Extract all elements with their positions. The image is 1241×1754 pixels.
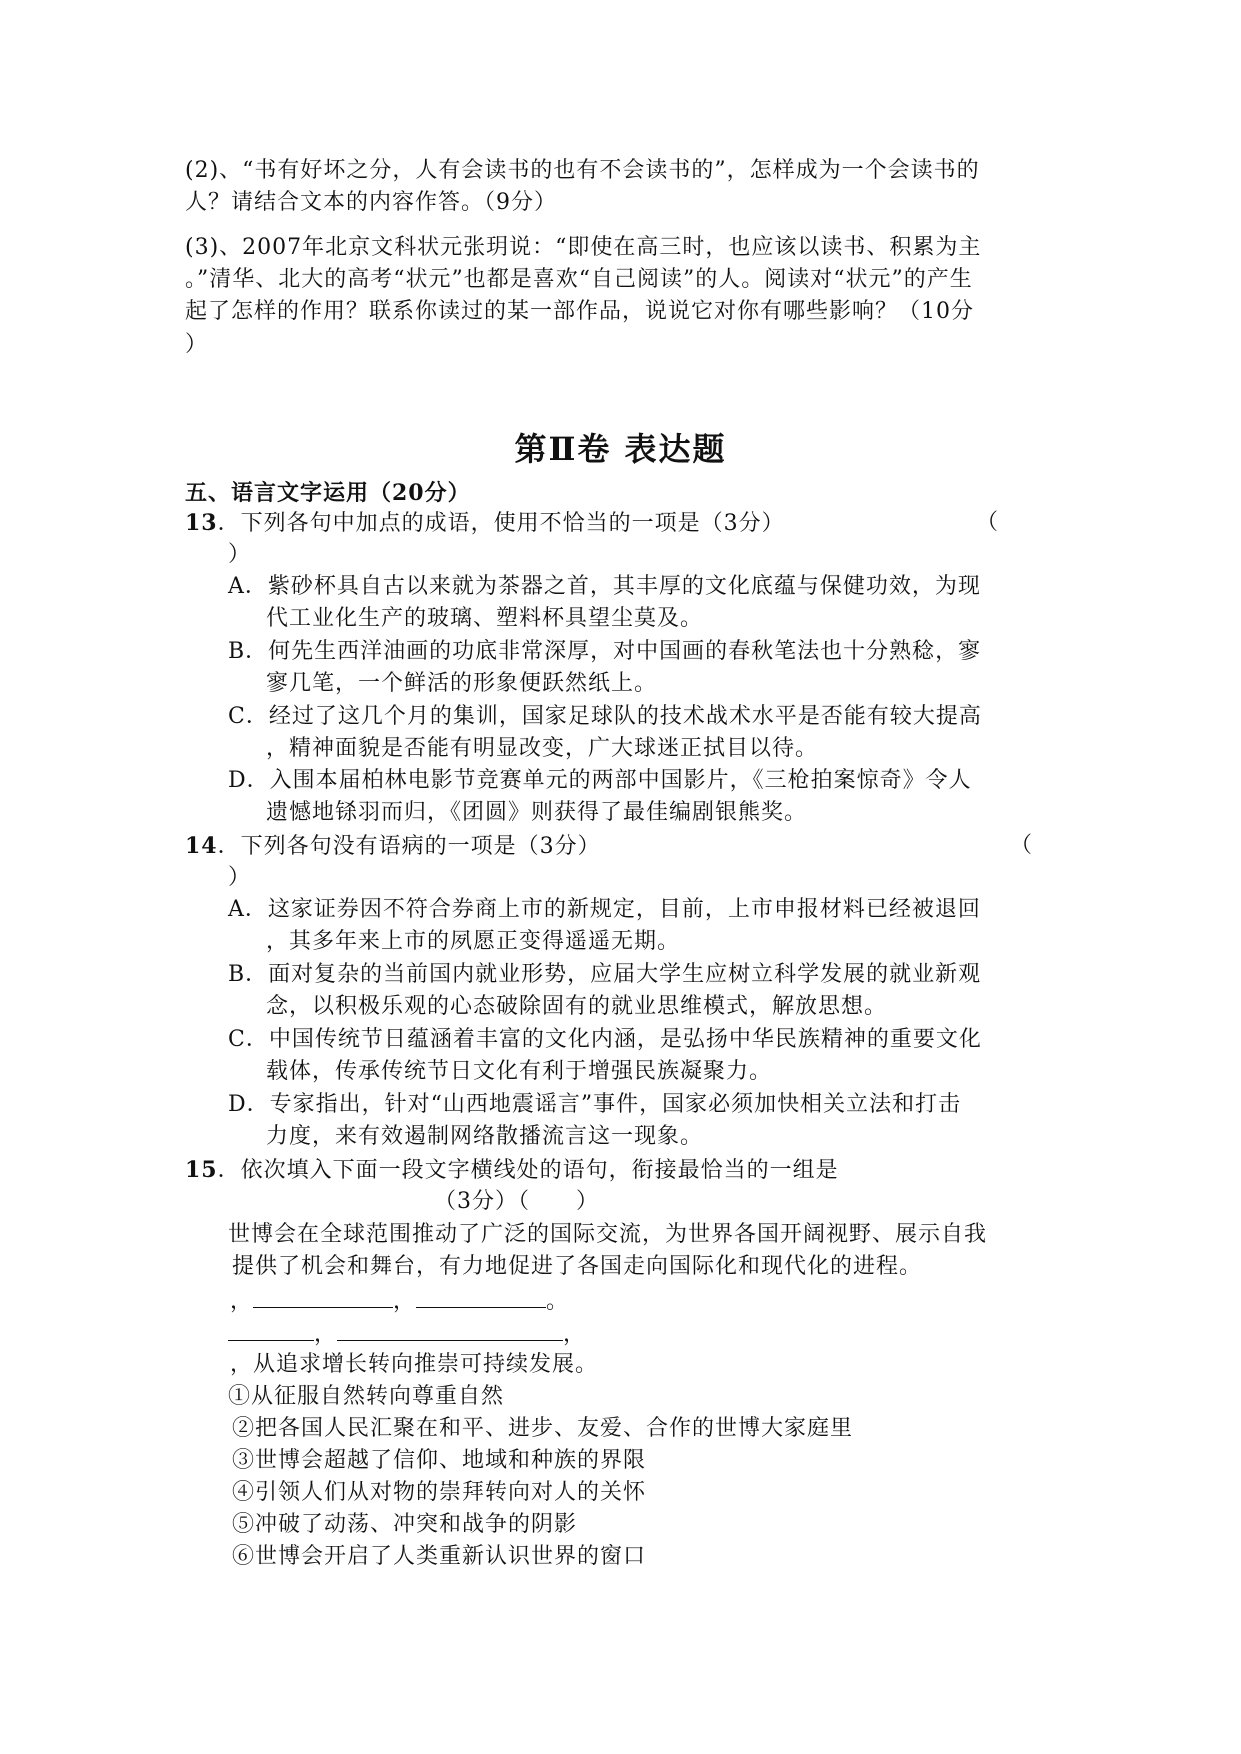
part-title: 第Ⅱ卷 表达题 <box>514 430 727 468</box>
q14-option-d-line-2: 力度，来有效遏制网络散播流言这一现象。 <box>266 1124 704 1149</box>
q15-option-3: ③世博会超越了信仰、地域和种族的界限 <box>232 1448 647 1473</box>
q14-option-c-line-2: 载体，传承传统节日文化有利于增强民族凝聚力。 <box>266 1059 773 1084</box>
q2-line-2: 人？请结合文本的内容作答。（9分） <box>185 190 557 215</box>
q15-stem <box>185 1155 839 1186</box>
q15-passage-line-1: 世博会在全球范围推动了广泛的国际交流，为世界各国开阔视野、展示自我 <box>228 1222 988 1247</box>
q14-option-b-line-1: B．面对复杂的当前国内就业形势，应届大学生应树立科学发展的就业新观 <box>228 962 982 987</box>
q13-option-d-line-1: D．入围本届柏林电影节竞赛单元的两部中国影片，《三枪拍案惊奇》令人 <box>228 768 972 793</box>
q13-stem <box>185 508 785 539</box>
q15-blank-1[interactable] <box>253 1285 393 1308</box>
q15-option-4: ④引领人们从对物的崇拜转向对人的关怀 <box>232 1480 647 1505</box>
section-heading: 五、语言文字运用（20分） <box>185 480 471 506</box>
q13-option-c-line-2: ，精神面貌是否能有明显改变，广大球迷正拭目以待。 <box>266 736 819 761</box>
q3-line-4: ） <box>185 332 209 357</box>
q13-number: 13 <box>185 510 218 536</box>
q15-passage-line-2: 提供了机会和舞台，有力地促进了各国走向国际化和现代化的进程。 <box>232 1254 923 1279</box>
q15-blank-4[interactable] <box>337 1318 563 1341</box>
q15-period: 。 <box>546 1289 570 1314</box>
q14-option-b-line-2: 念，以积极乐观的心态破除固有的就业思维模式，解放思想。 <box>266 994 888 1019</box>
q15-blank-3[interactable] <box>228 1318 314 1341</box>
q14-stem-text: ．下列各句没有语病的一项是（3分） <box>217 834 601 859</box>
q15-number: 15 <box>185 1157 218 1183</box>
q15-comma-2: ， <box>393 1289 417 1314</box>
q14-option-a-line-1: A．这家证券因不符合券商上市的新规定，目前，上市申报材料已经被退回 <box>228 897 981 922</box>
q15-comma-4: ， <box>563 1322 587 1347</box>
q13-option-a-line-1: A．紫砂杯具自古以来就为茶器之首，其丰厚的文化底蕴与保健功效，为现 <box>228 574 981 599</box>
q15-score: （3分）（ ） <box>434 1189 599 1214</box>
q13-option-a-line-2: 代工业化生产的玻璃、塑料杯具望尘莫及。 <box>266 606 704 631</box>
q15-comma-1: ， <box>230 1289 254 1314</box>
q13-option-b-line-1: B．何先生西洋油画的功底非常深厚，对中国画的春秋笔法也十分熟稔，寥 <box>228 639 982 664</box>
q13-answer-paren-open: （ <box>976 510 1000 535</box>
q13-answer-paren-close: ） <box>228 542 252 567</box>
q3-line-1: (3)、2007年北京文科状元张玥说：“即使在高三时，也应该以读书、积累为主 <box>185 235 982 260</box>
q15-blank-2[interactable] <box>416 1285 546 1308</box>
q13-option-d-line-2: 遗憾地铩羽而归，《团圆》则获得了最佳编剧银熊奖。 <box>266 800 808 825</box>
q15-blank-row-1 <box>230 1285 569 1317</box>
q15-option-1: ①从征服自然转向尊重自然 <box>228 1384 505 1409</box>
q3-line-2: 。”清华、北大的高考“状元”也都是喜欢“自己阅读”的人。阅读对“状元”的产生 <box>185 267 973 292</box>
q14-option-a-line-2: ，其多年来上市的夙愿正变得遥遥无期。 <box>266 929 681 954</box>
q14-option-d-line-1: D．专家指出，针对“山西地震谣言”事件，国家必须加快相关立法和打击 <box>228 1092 962 1117</box>
q15-option-2: ②把各国人民汇聚在和平、进步、友爱、合作的世博大家庭里 <box>232 1416 854 1441</box>
q15-blank-row-2 <box>228 1318 586 1350</box>
q13-option-c-line-1: C．经过了这几个月的集训，国家足球队的技术战术水平是否能有较大提高 <box>228 704 982 729</box>
q15-option-6: ⑥世博会开启了人类重新认识世界的窗口 <box>232 1544 647 1569</box>
q14-stem <box>185 831 601 862</box>
q14-option-c-line-1: C．中国传统节日蕴涵着丰富的文化内涵，是弘扬中华民族精神的重要文化 <box>228 1027 982 1052</box>
q14-number: 14 <box>185 833 218 859</box>
q15-option-5: ⑤冲破了动荡、冲突和战争的阴影 <box>232 1512 578 1537</box>
q13-option-b-line-2: 寥几笔，一个鲜活的形象便跃然纸上。 <box>266 671 658 696</box>
q13-stem-text: ．下列各句中加点的成语，使用不恰当的一项是（3分） <box>217 511 785 536</box>
q15-comma-3: ， <box>314 1322 338 1347</box>
q14-answer-paren-close: ） <box>228 865 252 890</box>
q15-tail: ，从追求增长转向推崇可持续发展。 <box>230 1352 599 1377</box>
q15-stem-text: ．依次填入下面一段文字横线处的语句，衔接最恰当的一组是 <box>217 1158 839 1183</box>
q2-line-1: (2)、“书有好坏之分，人有会读书的也有不会读书的”，怎样成为一个会读书的 <box>185 158 980 183</box>
q14-answer-paren-open: （ <box>1010 833 1034 858</box>
q3-line-3: 起了怎样的作用？联系你读过的某一部作品，说说它对你有哪些影响？（10分 <box>185 299 974 324</box>
